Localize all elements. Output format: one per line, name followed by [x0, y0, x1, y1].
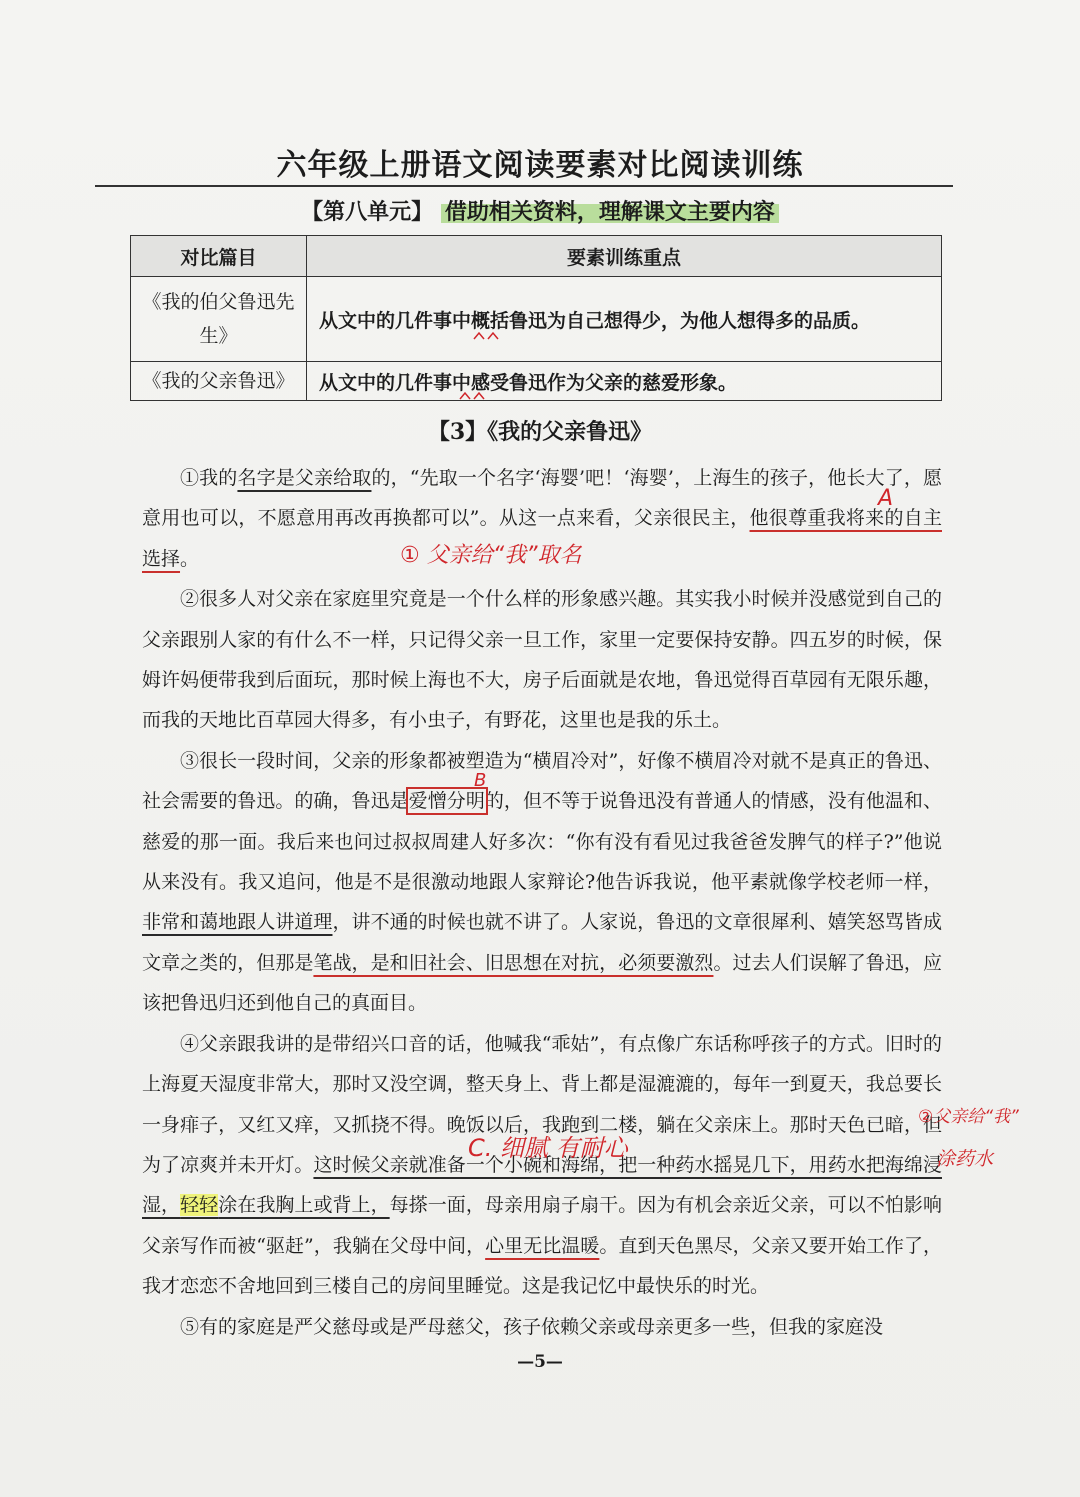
paragraph-4: [142, 1024, 942, 1307]
underlined-phrase: 涂在我胸上或背上，: [218, 1194, 390, 1217]
text-run: ④父亲跟我讲的是带绍兴口音的话，他喊我“乖姑”，有点像广东话称呼孩子的方式。旧时的上海夏天湿度非常大，那时又没空调，整天身上、背上都是湿漉漉的，每年一到夏天，我总要长一身痱子，又红又痒，又抓挠不得。晚饭以后，我跑到二楼，躺在父亲床上。那时天色已暗，但为了凉爽并未开灯。: [142, 1032, 942, 1176]
underlined-phrase: 笔战，是和旧社会、旧思想在对抗，必须要激烈: [313, 951, 714, 974]
unit-focus: 借助相关资料，理解课文主要内容: [441, 199, 779, 225]
table-header-work: 对比篇目: [131, 236, 307, 277]
handwritten-note-3: 涂药水: [936, 1148, 994, 1170]
title-divider: [95, 185, 953, 187]
emphasis-marks: [456, 390, 516, 402]
table-header-row: [131, 236, 942, 277]
table-row: [131, 362, 942, 401]
text-run: 的，但不等于说鲁迅没有普通人的情感，没有他温和、慈爱的那一面。我后来也问过叔叔周建人好多次：“你有没有看见过我爸爸发脾气的样子?”他说从来没有。我又追问，他是不是很激动地跟人家辩论?他告诉我说，他平素就像学校老师一样，: [142, 790, 942, 894]
passage-body: [142, 458, 942, 1347]
table-cell-work: 《我的父亲鲁迅》: [131, 362, 307, 401]
handwritten-mark-b: B: [474, 770, 487, 791]
underlined-phrase: 这时候父亲就准备一个小碗和海绵，把一种药水摇晃几下，用药水把海绵浸湿，: [142, 1153, 942, 1217]
underlined-phrase: 他很尊重我将来的自主选择: [142, 507, 942, 570]
text-run: 。直到天色黑尽，父亲又要开始工作了，我才恋恋不舍地回到三楼自己的房间里睡觉。这是我记忆中最快乐的时光。: [142, 1234, 942, 1298]
table-row: [131, 277, 942, 362]
emphasis-marks: [470, 330, 530, 342]
underlined-phrase: 心里无比温暖: [485, 1234, 600, 1257]
paragraph-2: ②很多人对父亲在家庭里究竟是一个什么样的形象感兴趣。其实我小时候并没感觉到自己的父亲跟别人家的有什么不一样，只记得父亲一旦工作，家里一定要保持安静。四五岁的时候，保姆许妈便带我到后面玩，那时候上海也不大，房子后面就是农地，鲁迅觉得百草园有无限乐趣，而我的天地比百草园大得多，有小虫子，有野花，这里也是我的乐土。: [142, 588, 942, 732]
text-run: ③很长一段时间，父亲的形象都被塑造为“横眉冷对”，好像不横眉冷对就不是真正的鲁迅、社会需要的鲁迅。的确，鲁迅是: [142, 749, 942, 813]
text-run: ①我的: [180, 467, 238, 489]
passage-title: 【3】《我的父亲鲁迅》: [427, 419, 653, 445]
paragraph-5: ⑤有的家庭是严父慈母或是严母慈父，孩子依赖父亲或母亲更多一些，但我的家庭没: [180, 1315, 884, 1338]
text-run: 。: [180, 547, 200, 570]
table-cell-focus: 从文中的几件事中概括鲁迅为自己想得少，为他人想得多的品质。: [307, 277, 942, 362]
underlined-phrase: 非常和蔼地跟人讲道理: [142, 911, 333, 934]
paragraph-3: [142, 741, 942, 1024]
handwritten-note-c: C. 细腻 有耐心: [468, 1134, 628, 1162]
document-title: 六年级上册语文阅读要素对比阅读训练: [276, 148, 804, 183]
text-run: ，讲不通的时候也就不讲了。人家说，鲁迅的文章很犀利、嬉笑怒骂皆成文章之类的，但那是: [142, 911, 942, 974]
boxed-phrase: 爱憎分明: [408, 790, 485, 813]
unit-heading: [0, 195, 1080, 226]
table-header-focus: 要素训练重点: [307, 236, 942, 277]
underlined-phrase: 名字是父亲给取: [237, 467, 372, 489]
text-run: 每搽一面，母亲用扇子扇干。因为有机会亲近父亲，可以不怕影响父亲写作而被“驱赶”，我躺在父母中间，: [142, 1194, 942, 1257]
text-run: 的，“先取一个名字‘海婴’吧！‘海婴’，上海生的孩子，他长大了，愿意用也可以，不愿意用再改再换都可以”。从这一点来看，父亲很民主，: [142, 467, 942, 530]
focus-table: [130, 235, 942, 401]
handwritten-note-2: ②父亲给“我”: [918, 1107, 1019, 1127]
table-cell-focus: 从文中的几件事中感受鲁迅作为父亲的慈爱形象。: [307, 362, 942, 401]
page-number: —5—: [517, 1352, 563, 1372]
text-run: 。过去人们误解了鲁迅，应该把鲁迅归还到他自己的真面目。: [142, 951, 942, 1015]
handwritten-note-1: ① 父亲给“我”取名: [400, 543, 582, 568]
unit-label: 【第八单元】: [301, 199, 434, 225]
handwritten-mark-a: A: [878, 486, 894, 511]
highlighted-phrase: 轻轻: [180, 1194, 219, 1217]
table-cell-work: 《我的伯父鲁迅先生》: [131, 277, 307, 362]
